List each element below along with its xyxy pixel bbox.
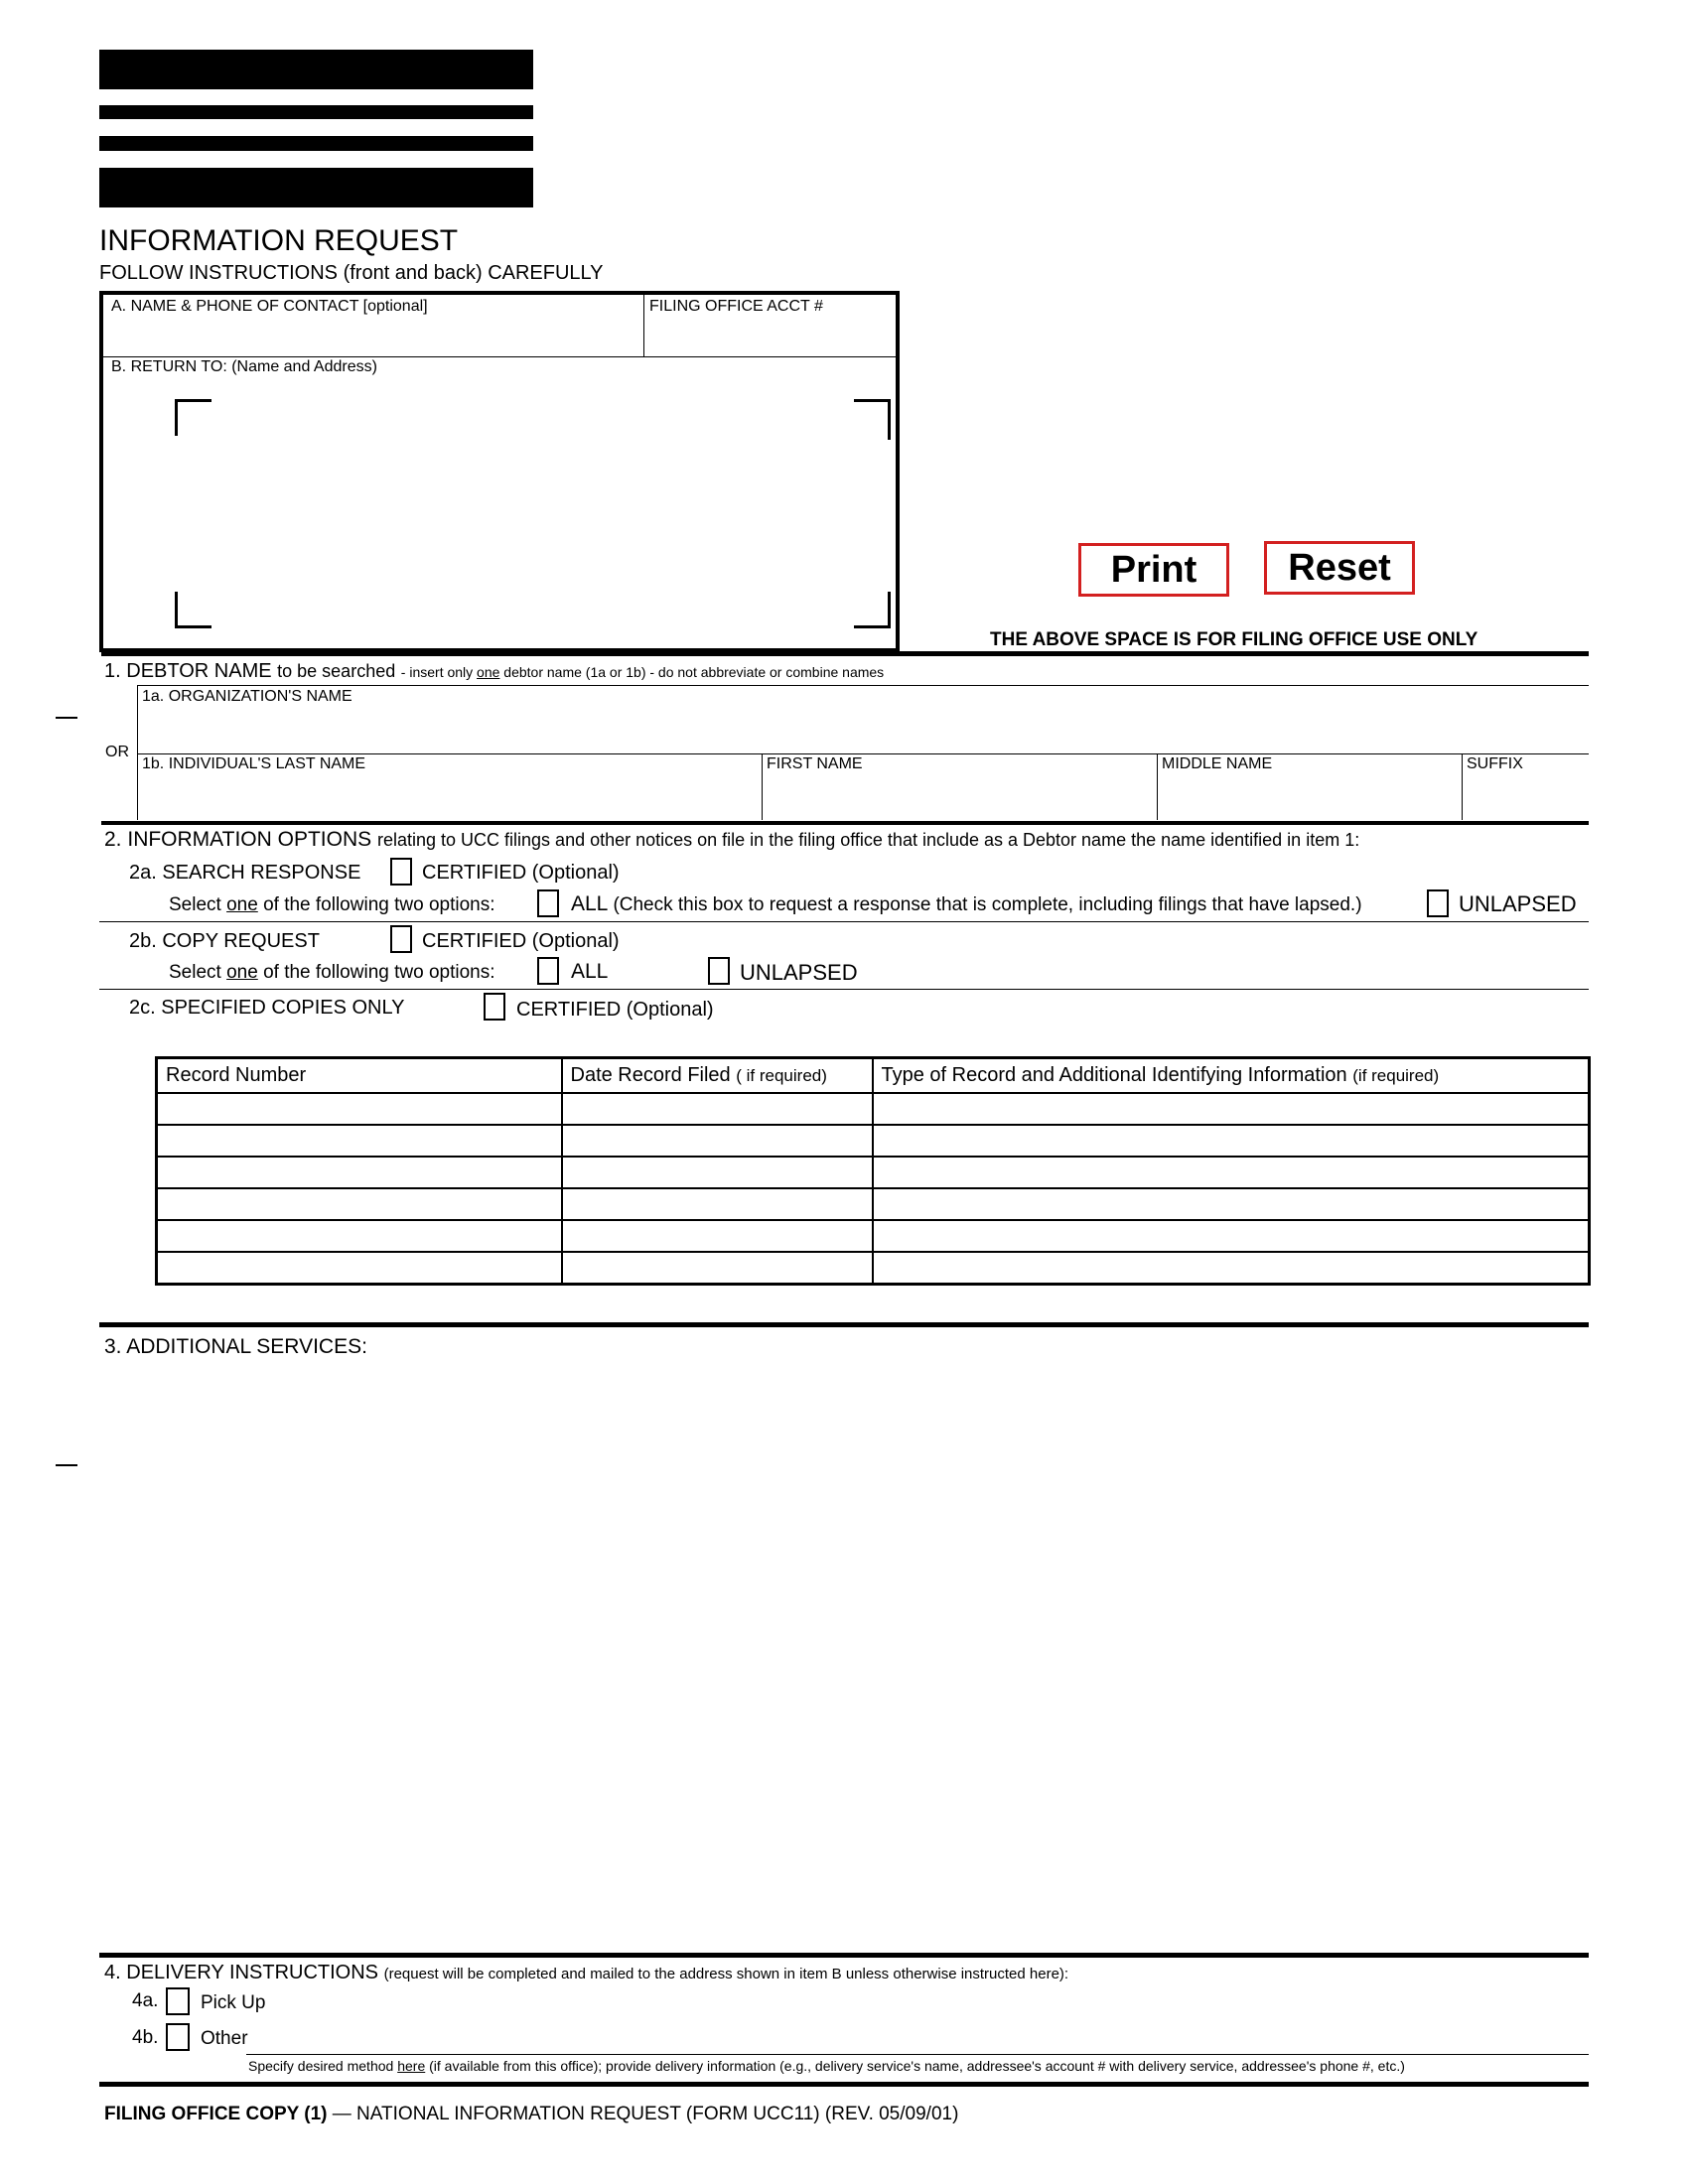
col-record-number: Record Number [157, 1058, 562, 1094]
other-label: Other [201, 2028, 248, 2049]
record-number-cell[interactable] [157, 1252, 562, 1285]
records-table [155, 1056, 1591, 1286]
col-date-filed: Date Record Filed ( if required) [562, 1058, 873, 1094]
search-response-label: 2a. SEARCH RESPONSE [129, 862, 361, 884]
or-label: OR [105, 744, 129, 760]
pickup-label: Pick Up [201, 1992, 266, 2013]
record-number-cell[interactable] [157, 1220, 562, 1252]
search-all-label: ALL (Check this box to request a response that is complete, including filings that have lapsed.) [571, 892, 1362, 915]
table-row [157, 1093, 1590, 1125]
table-row [157, 1188, 1590, 1220]
section1-heading: 1. DEBTOR NAME to be searched - insert only one debtor name (1a or 1b) - do not abbreviate or combine names [104, 660, 885, 682]
record-type-cell[interactable] [873, 1157, 1590, 1188]
table-row [157, 1157, 1590, 1188]
fold-mark [56, 717, 77, 719]
last-name-label: 1b. INDIVIDUAL'S LAST NAME [142, 755, 366, 772]
copy-request-label: 2b. COPY REQUEST [129, 930, 320, 952]
date-filed-cell[interactable] [562, 1252, 873, 1285]
reset-button[interactable]: Reset [1264, 541, 1415, 595]
form-footer: FILING OFFICE COPY (1) — NATIONAL INFORMATION REQUEST (FORM UCC11) (REV. 05/09/01) [104, 2104, 959, 2124]
acct-label: FILING OFFICE ACCT # [649, 298, 823, 315]
corner-mark [175, 592, 211, 628]
pickup-num: 4a. [132, 1990, 159, 2011]
contact-field[interactable] [103, 316, 639, 353]
last-name-field[interactable] [141, 776, 757, 816]
page-title: INFORMATION REQUEST [99, 224, 459, 257]
return-to-label: B. RETURN TO: (Name and Address) [111, 358, 377, 375]
redaction-bar [99, 105, 533, 119]
date-filed-cell[interactable] [562, 1125, 873, 1157]
middle-name-label: MIDDLE NAME [1162, 755, 1273, 772]
record-type-cell[interactable] [873, 1252, 1590, 1285]
office-use-note: THE ABOVE SPACE IS FOR FILING OFFICE USE ONLY [990, 629, 1478, 650]
col-record-type: Type of Record and Additional Identifying Information (if required) [873, 1058, 1590, 1094]
record-type-cell[interactable] [873, 1125, 1590, 1157]
record-type-cell[interactable] [873, 1220, 1590, 1252]
table-row [157, 1220, 1590, 1252]
copy-certified-label: CERTIFIED (Optional) [422, 930, 620, 952]
date-filed-cell[interactable] [562, 1220, 873, 1252]
print-button[interactable]: Print [1078, 543, 1229, 597]
table-row [157, 1252, 1590, 1285]
search-unlapsed-label: UNLAPSED [1459, 891, 1577, 916]
org-name-field[interactable] [141, 709, 1587, 752]
first-name-field[interactable] [767, 776, 1152, 816]
copy-unlapsed-checkbox[interactable] [708, 957, 730, 985]
copy-all-label: ALL [571, 960, 609, 983]
other-num: 4b. [132, 2027, 159, 2048]
search-certified-label: CERTIFIED (Optional) [422, 862, 620, 884]
corner-mark [175, 399, 211, 436]
table-row [157, 1125, 1590, 1157]
middle-name-field[interactable] [1162, 776, 1458, 816]
date-filed-cell[interactable] [562, 1157, 873, 1188]
redaction-bar [99, 50, 533, 89]
page-subtitle: FOLLOW INSTRUCTIONS (front and back) CAREFULLY [99, 262, 604, 284]
specify-note: Specify desired method here (if available from this office); provide delivery information (e.g., delivery service's name, addressee's account # with delivery service, addressee's phone #, etc.) [248, 2058, 1405, 2074]
copy-all-checkbox[interactable] [537, 957, 559, 985]
corner-mark [854, 592, 891, 628]
corner-mark [854, 399, 891, 440]
org-name-label: 1a. ORGANIZATION'S NAME [142, 688, 352, 705]
redaction-bar [99, 168, 533, 207]
search-all-checkbox[interactable] [537, 889, 559, 917]
copy-certified-checkbox[interactable] [390, 925, 412, 953]
redaction-bar [99, 136, 533, 151]
search-select-note: Select one of the following two options: [169, 894, 495, 915]
copy-select-note: Select one of the following two options: [169, 962, 495, 983]
fold-mark [56, 1464, 77, 1466]
record-number-cell[interactable] [157, 1157, 562, 1188]
additional-services-label: 3. ADDITIONAL SERVICES: [104, 1335, 367, 1358]
record-type-cell[interactable] [873, 1093, 1590, 1125]
table-header-row [157, 1058, 1590, 1094]
specified-copies-label: 2c. SPECIFIED COPIES ONLY [129, 997, 405, 1019]
additional-services-field[interactable] [103, 1368, 1587, 1944]
date-filed-cell[interactable] [562, 1188, 873, 1220]
suffix-field[interactable] [1467, 776, 1586, 816]
specified-certified-label: CERTIFIED (Optional) [516, 999, 714, 1021]
record-number-cell[interactable] [157, 1125, 562, 1157]
return-address-field[interactable] [175, 397, 890, 627]
section4-heading: 4. DELIVERY INSTRUCTIONS (request will be completed and mailed to the address shown in item B unless otherwise instructed here): [104, 1962, 1069, 1983]
acct-field[interactable] [647, 316, 894, 353]
suffix-label: SUFFIX [1467, 755, 1523, 772]
date-filed-cell[interactable] [562, 1093, 873, 1125]
other-method-field[interactable] [248, 2023, 1585, 2053]
record-number-cell[interactable] [157, 1093, 562, 1125]
copy-unlapsed-label: UNLAPSED [740, 960, 858, 985]
search-certified-checkbox[interactable] [390, 858, 412, 886]
other-checkbox[interactable] [166, 2023, 190, 2051]
search-unlapsed-checkbox[interactable] [1427, 889, 1449, 917]
first-name-label: FIRST NAME [767, 755, 863, 772]
record-number-cell[interactable] [157, 1188, 562, 1220]
pickup-checkbox[interactable] [166, 1987, 190, 2015]
contact-label: A. NAME & PHONE OF CONTACT [optional] [111, 298, 428, 315]
record-type-cell[interactable] [873, 1188, 1590, 1220]
section2-heading: 2. INFORMATION OPTIONS relating to UCC filings and other notices on file in the filing office that include as a Debtor name the name identified in item 1: [104, 828, 1360, 851]
specified-certified-checkbox[interactable] [484, 993, 505, 1021]
